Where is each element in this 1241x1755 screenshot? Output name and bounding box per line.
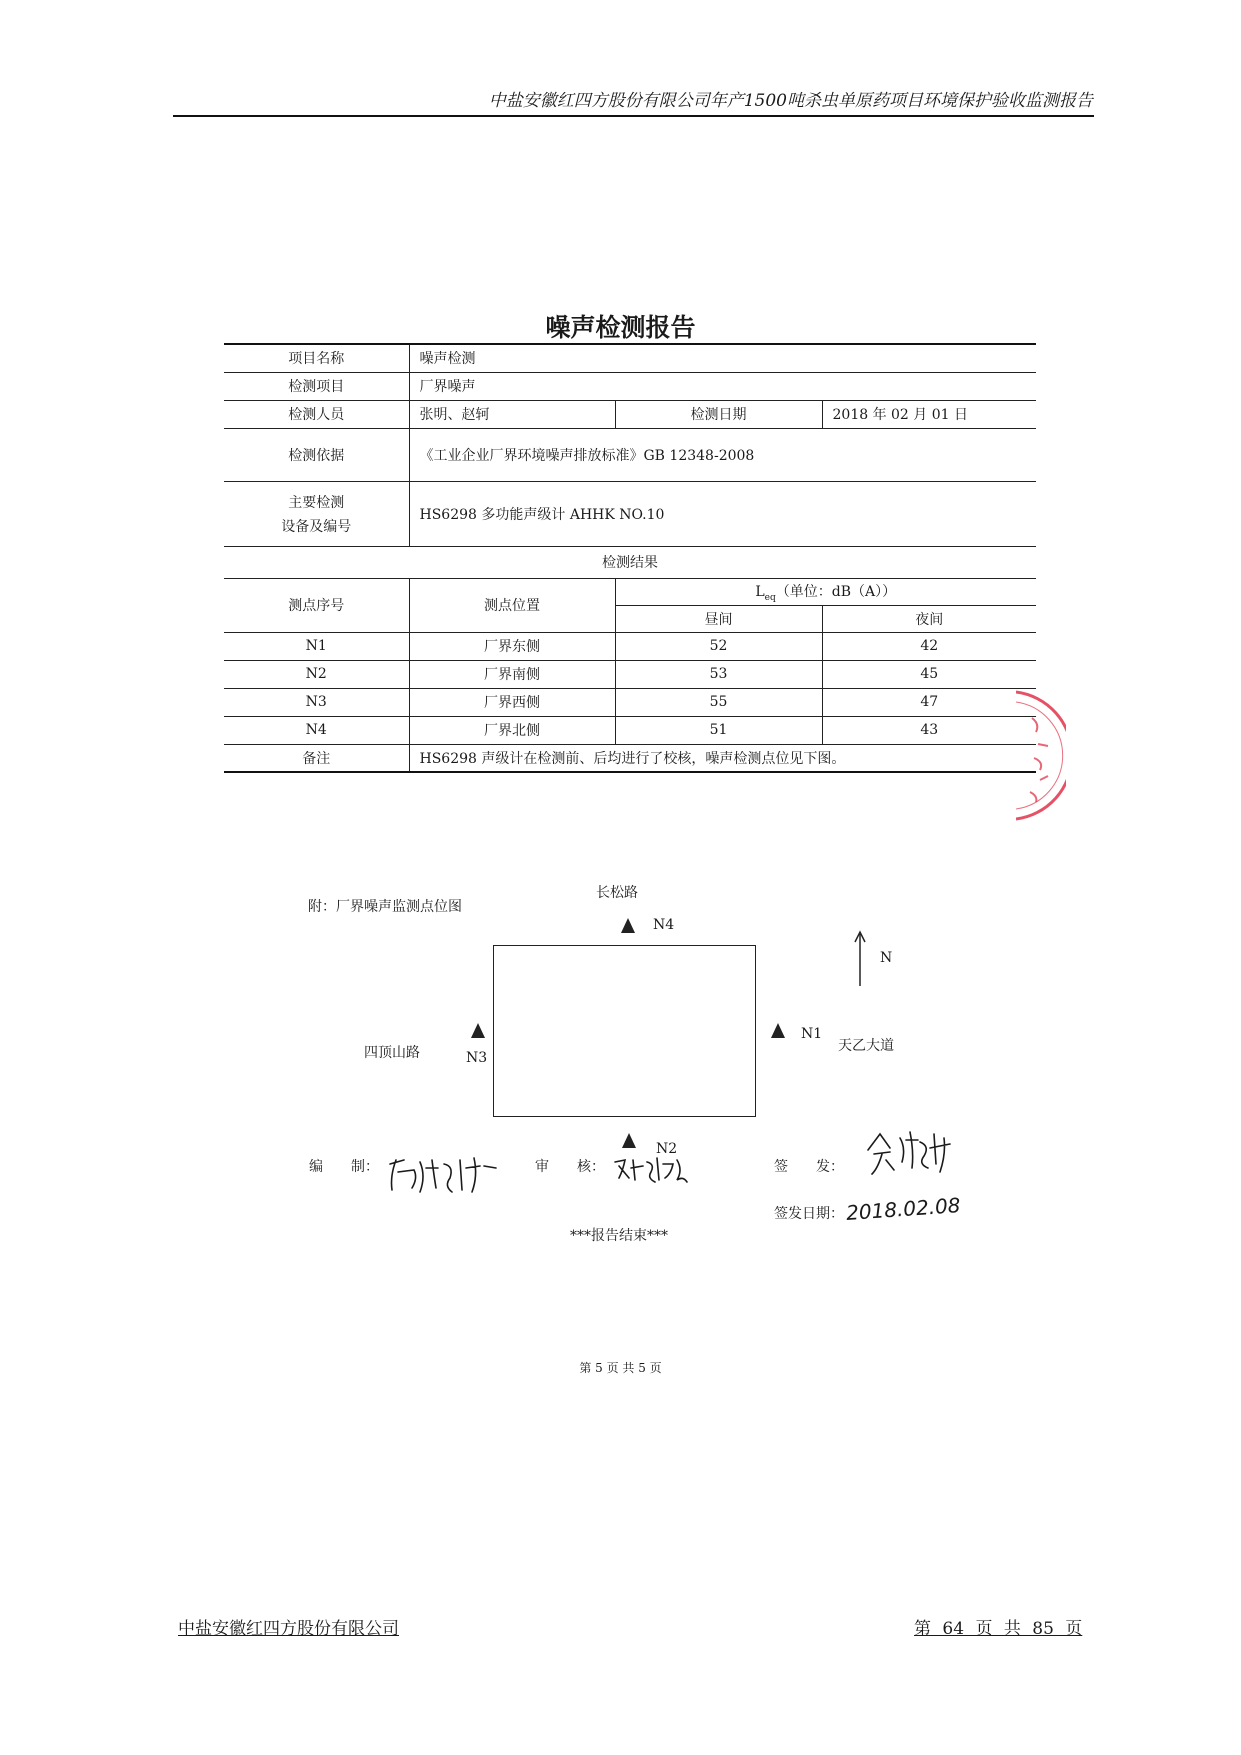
date-label: 检测日期 [615,400,822,428]
col-day: 昼间 [615,605,822,632]
north-label: N [880,950,893,966]
col-night: 夜间 [822,605,1036,632]
point-night: 43 [822,716,1036,744]
issued-label: 签 发： [774,1159,844,1175]
point-no: N4 [224,716,409,744]
table-row [224,688,1036,716]
point-no: N1 [224,632,409,660]
project-name-label: 项目名称 [224,344,409,372]
diagram-caption: 附：厂界噪声监测点位图 [308,899,462,915]
n4-label: N4 [653,917,675,933]
table-row [224,632,1036,660]
table-row [224,660,1036,688]
document-header-title: 中盐安徽红四方股份有限公司年产1500吨杀虫单原药项目环境保护验收监测报告 [488,91,1093,111]
factory-boundary [493,945,756,1117]
n1-label: N1 [801,1026,823,1042]
remark-value: HS6298 声级计在检测前、后均进行了校核，噪声检测点位见下图。 [409,744,1036,772]
staff-value: 张明、赵轲 [409,400,615,428]
point-day: 55 [615,688,822,716]
road-east-label: 天乙大道 [838,1038,894,1054]
report-title: 噪声检测报告 [545,313,696,342]
inner-page-number: 第 5 页 共 5 页 [579,1361,662,1375]
header-rule [173,115,1094,117]
point-no: N3 [224,688,409,716]
prepared-signature [384,1150,504,1200]
equipment-label-line1: 主要检测 [288,494,345,511]
footer-company: 中盐安徽红四方股份有限公司 [178,1619,399,1639]
equipment-label [224,481,409,546]
reviewed-signature [611,1152,691,1186]
row-remark [224,744,1036,772]
prepared-label: 编 制： [309,1159,379,1175]
row-test-item [224,372,1036,400]
point-no: N2 [224,660,409,688]
basis-value: 《工业企业厂界环境噪声排放标准》GB 12348-2008 [409,428,1036,481]
equipment-label-line2: 设备及编号 [281,518,352,535]
n2-label: N2 [656,1141,678,1157]
leq-subscript: eq [764,592,776,603]
leq-unit: （单位：dB（A）） [775,583,897,600]
road-west-label: 四顶山路 [364,1045,420,1061]
issued-signature [860,1126,960,1182]
point-night: 47 [822,688,1036,716]
point-location: 厂界东侧 [409,632,615,660]
point-day: 52 [615,632,822,660]
n3-label: N3 [466,1050,488,1066]
footer-page-number: 第 64 页 共 85 页 [914,1619,1083,1639]
test-item-label: 检测项目 [224,372,409,400]
project-name-value: 噪声检测 [409,344,1036,372]
company-seal-stamp [1016,688,1066,823]
issue-date-label: 签发日期： [774,1206,844,1222]
point-location: 厂界西侧 [409,688,615,716]
basis-label: 检测依据 [224,428,409,481]
point-night: 45 [822,660,1036,688]
table-row [224,716,1036,744]
north-arrow-icon [852,930,868,988]
row-results-heading [224,546,1036,578]
point-night: 42 [822,632,1036,660]
road-north-label: 长松路 [596,885,638,901]
row-basis [224,428,1036,481]
reviewed-label: 审 核： [535,1159,605,1175]
leq-symbol: L [755,583,765,600]
equipment-value: HS6298 多功能声级计 AHHK NO.10 [409,481,1036,546]
col-point-no: 测点序号 [224,578,409,632]
col-point-location: 测点位置 [409,578,615,632]
issue-date-value: 2018.02.08 [845,1193,962,1225]
row-equipment [224,481,1036,546]
test-item-value: 厂界噪声 [409,372,1036,400]
date-value: 2018 年 02 月 01 日 [822,400,1036,428]
n2-marker-icon [622,1133,636,1148]
point-day: 51 [615,716,822,744]
n1-marker-icon [771,1023,785,1038]
point-location: 厂界北侧 [409,716,615,744]
row-results-header [224,578,1036,605]
n4-marker-icon [621,918,635,933]
results-heading: 检测结果 [224,546,1036,578]
row-project-name [224,344,1036,372]
n3-marker-icon [471,1023,485,1038]
noise-report-table [224,343,1036,773]
report-end-marker: ***报告结束*** [570,1228,668,1244]
point-location: 厂界南侧 [409,660,615,688]
staff-label: 检测人员 [224,400,409,428]
row-staff-date [224,400,1036,428]
col-leq-unit [615,578,1036,605]
remark-label: 备注 [224,744,409,772]
point-day: 53 [615,660,822,688]
